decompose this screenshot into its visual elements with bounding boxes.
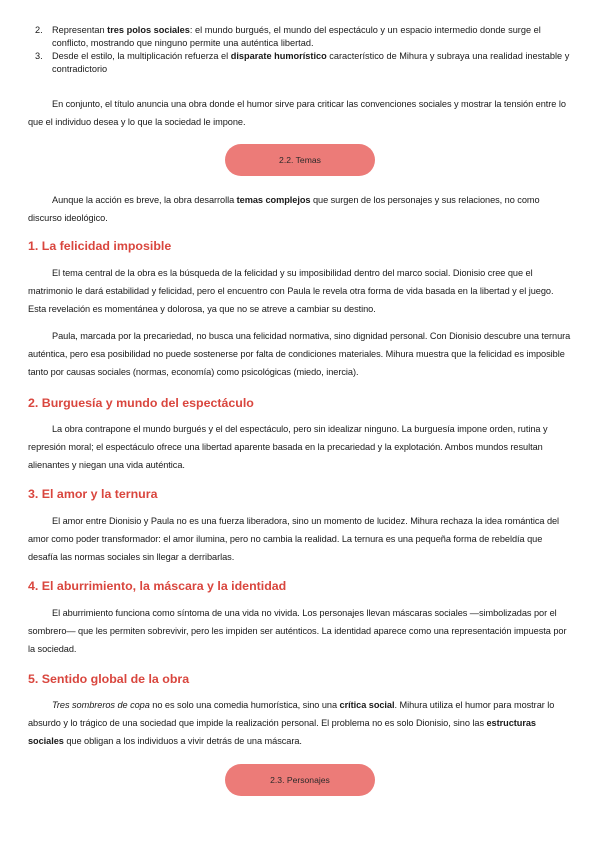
work-title: Tres sombreros de copa (52, 700, 150, 710)
emphasis-text: crítica social (339, 700, 395, 710)
section-heading: 1. La felicidad imposible (28, 239, 172, 253)
temas-intro-paragraph: Aunque la acción es breve, la obra desarrolla temas complejos que surgen de los personajes y sus relaciones, no como discurso ideológico. (28, 195, 540, 223)
section-heading: 4. El aburrimiento, la máscara y la identidad (28, 579, 287, 593)
body-paragraph: Paula, marcada por la precariedad, no busca una felicidad normativa, sino dignidad personal. Con Dionisio descubre una ternura auténtica, pero esa posibilidad no puede sostenerse por falta de condiciones materiales. Mihura muestra que la felicidad es imposible tanto por causas sociales (normas, economía) como psicológicas (miedo, inercia). (28, 331, 571, 377)
numbered-list (35, 24, 572, 76)
section-heading: 5. Sentido global de la obra (28, 672, 190, 686)
intro-paragraph: En conjunto, el título anuncia una obra donde el humor sirve para criticar las convenciones sociales y mostrar la tensión entre lo que el individuo desea y lo que la sociedad le impone. (28, 99, 566, 127)
section-heading: 2. Burguesía y mundo del espectáculo (28, 396, 254, 410)
body-paragraph: El amor entre Dionisio y Paula no es una fuerza liberadora, sino un momento de lucidez. Mihura rechaza la idea romántica del amor como poder transformador: el amor ilumina, pero no cambia la realidad. La ternura es una pequeña forma de rebeldía que desafía las normas sociales sin llegar a derribarlas. (28, 516, 560, 562)
section-pill-personajes: 2.3. Personajes (225, 764, 375, 796)
list-number: 2. (35, 25, 43, 35)
emphasis-text: estructuras sociales (28, 718, 536, 746)
body-paragraph: Tres sombreros de copa no es solo una comedia humorística, sino una crítica social. Mihura utiliza el humor para mostrar lo absurdo y lo trágico de una sociedad que impide la realización personal. El problema no es solo Dionisio, sino las estructuras sociales que obligan a los individuos a vivir detrás de una máscara. (28, 700, 555, 746)
body-paragraph: La obra contrapone el mundo burgués y el del espectáculo, pero sin idealizar ninguno. La burguesía impone orden, rutina y represión moral; el espectáculo ofrece una libertad aparente basada en la precariedad y la explotación. Ambos mundos resultan alienantes y niegan una vida auténtica. (28, 424, 548, 470)
list-item: 3. Desde el estilo, la multiplicación refuerza el disparate humorístico característico de Mihura y subraya una realidad inestable y contradictorio (35, 51, 570, 74)
body-paragraph: El tema central de la obra es la búsqueda de la felicidad y su imposibilidad dentro del marco social. Dionisio cree que el matrimonio le dará estabilidad y felicidad, pero el encuentro con Paula le revela otra forma de vida basada en la libertad y el juego. Esta revelación es momentánea y dolorosa, ya que no se atreve a cambiar su destino. (28, 268, 554, 314)
list-number: 3. (35, 51, 43, 61)
emphasis-text: temas complejos (236, 195, 311, 205)
emphasis-text: tres polos sociales (107, 25, 190, 35)
emphasis-text: disparate humorístico (230, 51, 327, 61)
list-item: 2. Representan tres polos sociales: el mundo burgués, el mundo del espectáculo y un espacio intermedio donde surge el conflicto, mostrando que ninguno permite una auténtica libertad. (35, 25, 541, 48)
section-heading: 3. El amor y la ternura (28, 487, 158, 501)
body-paragraph: El aburrimiento funciona como síntoma de una vida no vivida. Los personajes llevan máscaras sociales —simbolizadas por el sombrero— que les permiten sobrevivir, pero les impiden ser auténticos. La identidad aparece como una representación impuesta por la sociedad. (28, 608, 567, 654)
section-pill-temas: 2.2. Temas (225, 144, 375, 176)
